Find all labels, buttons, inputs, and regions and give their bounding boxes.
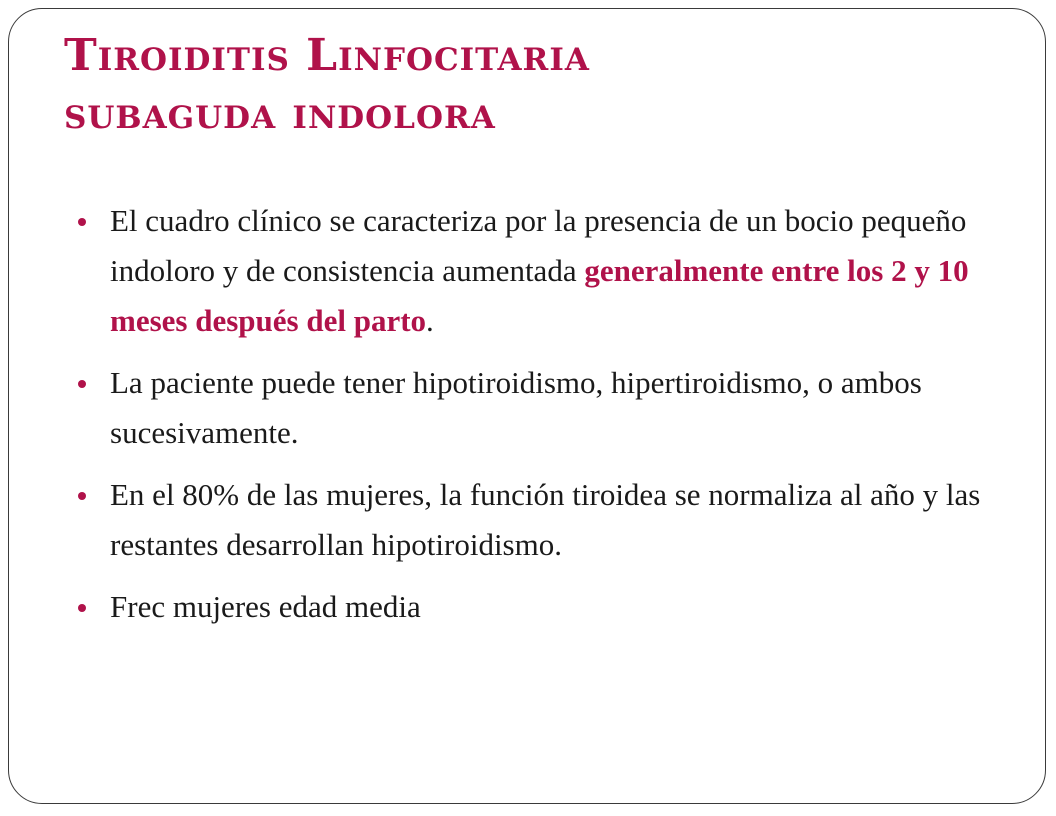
- bullet-dot-icon: [78, 380, 86, 388]
- bullet-list: [76, 196, 996, 644]
- bullet-text: La paciente puede tener hipotiroidismo, hipertiroidismo, o ambos sucesivamente.: [110, 365, 922, 450]
- slide-title-line-2: subaguda indolora: [64, 88, 496, 139]
- bullet-text: El cuadro clínico se caracteriza por la presencia de un bocio pequeño indoloro y de consistencia aumentada: [110, 203, 967, 288]
- bullet-dot-icon: [78, 218, 86, 226]
- bullet-item: [76, 358, 996, 458]
- bullet-item: [76, 470, 996, 570]
- bullet-item: [76, 196, 996, 346]
- bullet-dot-icon: [78, 604, 86, 612]
- bullet-text-end: .: [426, 303, 434, 338]
- bullet-item: [76, 582, 996, 632]
- bullet-dot-icon: [78, 492, 86, 500]
- bullet-text: En el 80% de las mujeres, la función tiroidea se normaliza al año y las restantes desarrollan hipotiroidismo.: [110, 477, 981, 562]
- slide-title: [64, 26, 964, 142]
- bullet-emphasis-text: generalmente entre los 2 y 10 meses después del parto: [110, 253, 969, 338]
- bullet-text: Frec mujeres edad media: [110, 589, 421, 624]
- slide-title-line-1: Tiroiditis Linfocitaria: [64, 30, 590, 81]
